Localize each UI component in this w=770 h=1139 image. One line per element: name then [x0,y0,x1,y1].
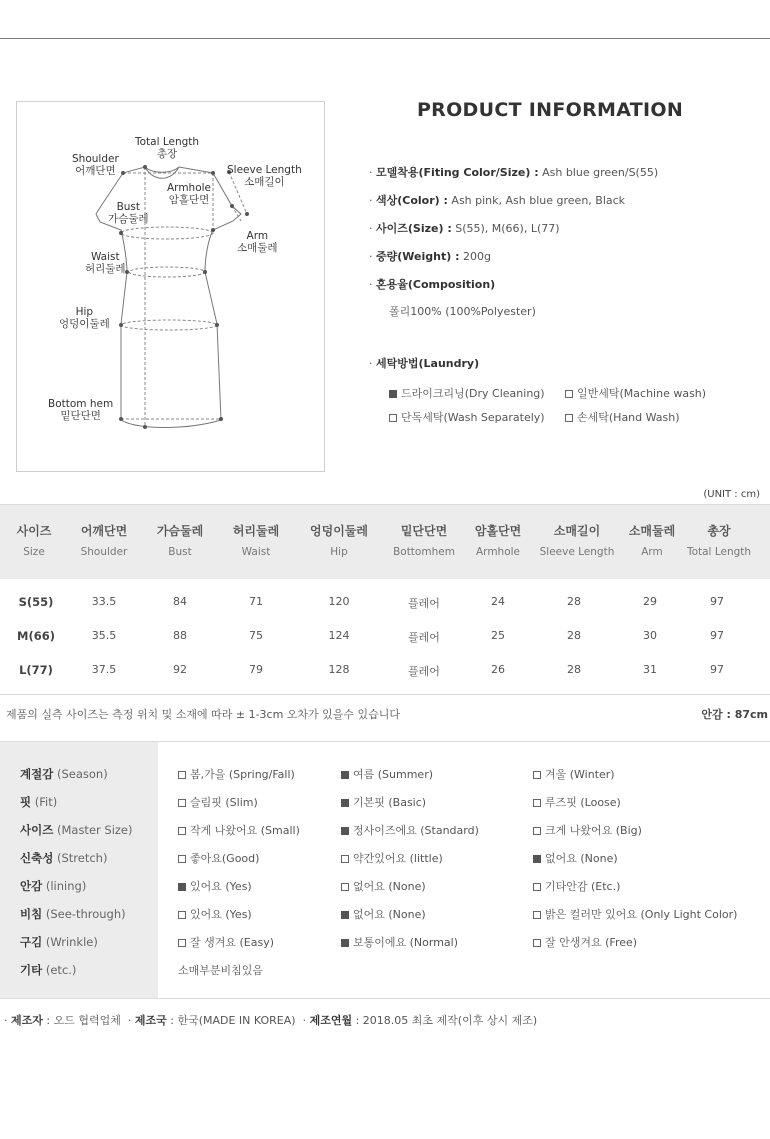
laundry-dry-cleaning: 드라이크리닝(Dry Cleaning) [389,385,545,401]
option-see-through-light: 밝은 컬러만 있어요 (Only Light Color) [533,906,737,922]
table-cell: 88 [173,629,187,642]
size-note: 제품의 실측 사이즈는 측정 위치 및 소재에 따라 ± 1-3cm 오차가 있을수 있습니다 [6,708,401,721]
checkbox-icon [533,939,541,947]
info-row-fitting: · 모델착용(Fiting Color/Size) : Ash blue green/S(55) [369,166,659,179]
option-winter: 겨울 (Winter) [533,766,615,782]
col-header-bust: 가슴둘레 Bust [156,524,204,558]
option-wrinkle-easy: 잘 생겨요 (Easy) [178,934,274,950]
option-stretch-none: 없어요 (None) [533,850,618,866]
composition-value: 폴리100% (100%Polyester) [389,305,536,318]
top-divider [0,38,770,39]
checkbox-icon [533,827,541,835]
table-cell: S(55) [18,595,54,609]
option-slim: 슬림핏 (Slim) [178,794,258,810]
option-stretch-good: 좋아요(Good) [178,850,259,866]
col-header-sleeve-length: 소매길이 Sleeve Length [539,524,615,558]
attr-label-etc: 기타 (etc.) [20,963,77,977]
attr-label-master-size: 사이즈 (Master Size) [20,823,133,837]
col-header-armhole: 암홀단면 Armhole [474,524,522,558]
table-cell: 플레어 [408,665,440,678]
col-header-size: 사이즈 Size [16,524,52,558]
option-loose: 루즈핏 (Loose) [533,794,621,810]
checkbox-icon [565,414,573,422]
option-see-through-none: 없어요 (None) [341,906,426,922]
checkbox-checked-icon [178,883,186,891]
table-cell: 124 [328,629,350,642]
table-cell: 92 [173,663,187,676]
col-header-arm: 소매둘레 Arm [628,524,676,558]
attr-label-fit: 핏 (Fit) [20,795,58,809]
table-cell: 97 [710,595,724,608]
option-small: 작게 나왔어요 (Small) [178,822,300,838]
checkbox-checked-icon [533,855,541,863]
table-cell: 25 [491,629,505,642]
col-header-bottomhem: 밑단단면 Bottomhem [393,524,455,558]
table-cell: 84 [173,595,187,608]
checkbox-icon [178,771,186,779]
col-header-shoulder: 어깨단면 Shoulder [80,524,128,558]
label-bottom-hem: Bottom hem 밑단단면 [48,398,114,422]
table-cell: 75 [249,629,263,642]
table-cell: L(77) [19,663,53,677]
table-cell: 28 [567,629,581,642]
table-cell: 97 [710,629,724,642]
label-total-length: Total Length 총장 [135,136,200,160]
checkbox-icon [341,883,349,891]
label-arm: Arm 소매둘레 [237,230,278,254]
table-cell: 71 [249,595,263,608]
lining-length: 안감 : 87cm [701,708,768,721]
info-row-weight: · 중량(Weight) : 200g [369,250,491,263]
option-wrinkle-normal: 보통이에요 (Normal) [341,934,458,950]
option-summer: 여름 (Summer) [341,766,433,782]
table-cell: 30 [643,629,657,642]
table-cell: M(66) [17,629,55,643]
table-cell: 28 [567,663,581,676]
table-cell: 37.5 [91,663,117,676]
checkbox-checked-icon [341,771,349,779]
checkbox-icon [178,799,186,807]
checkbox-icon [533,911,541,919]
option-spring-fall: 봄,가을 (Spring/Fall) [178,766,295,782]
checkbox-checked-icon [341,799,349,807]
etc-note: 소매부분비침있음 [178,964,264,977]
option-lining-etc: 기타안감 (Etc.) [533,878,620,894]
label-waist: Waist 허리둘레 [85,251,126,275]
attr-label-wrinkle: 구김 (Wrinkle) [20,935,98,949]
info-row-size: · 사이즈(Size) : S(55), M(66), L(77) [369,222,560,235]
checkbox-icon [533,883,541,891]
label-sleeve-length: Sleeve Length 소매길이 [227,164,302,188]
checkbox-icon [178,827,186,835]
checkbox-icon [341,855,349,863]
table-cell: 35.5 [91,629,117,642]
checkbox-icon [178,939,186,947]
table-cell: 33.5 [91,595,117,608]
attr-label-lining: 안감 (lining) [20,879,87,893]
attr-label-season: 계절감 (Season) [20,767,108,781]
checkbox-checked-icon [389,390,397,398]
checkbox-icon [178,855,186,863]
laundry-machine-wash: 일반세탁(Machine wash) [565,385,706,401]
checkbox-icon [533,771,541,779]
table-cell: 120 [328,595,350,608]
table-cell: 28 [567,595,581,608]
table-cell: 97 [710,663,724,676]
option-see-through-yes: 있어요 (Yes) [178,906,252,922]
checkbox-icon [565,390,573,398]
option-lining-yes: 있어요 (Yes) [178,878,252,894]
col-header-waist: 허리둘레 Waist [232,524,280,558]
laundry-hand-wash: 손세탁(Hand Wash) [565,409,680,425]
checkbox-icon [389,414,397,422]
label-bust: Bust 가슴둘레 [108,201,149,225]
label-shoulder: Shoulder 어깨단면 [72,153,119,177]
col-header-total-length: 총장 Total Length [686,524,752,558]
laundry-wash-separately: 단독세탁(Wash Separately) [389,409,545,425]
table-cell: 31 [643,663,657,676]
table-cell: 플레어 [408,597,440,610]
table-cell: 128 [328,663,350,676]
label-armhole: Armhole 암홀단면 [167,182,211,206]
info-row-composition: · 혼용율(Composition) [369,278,496,291]
manufacturer-info: · 제조자 : 오드 협력업체 · 제조국 : 한국(MADE IN KOREA) · 제조연월 : 2018.05 최초 제작(이후 상시 제조) [4,1014,538,1027]
label-hip: Hip 엉덩이둘레 [59,306,110,330]
laundry-label: · 세탁방법(Laundry) [369,357,480,370]
checkbox-checked-icon [341,911,349,919]
table-cell: 79 [249,663,263,676]
option-stretch-little: 약간있어요 (little) [341,850,443,866]
measurement-diagram [16,101,325,472]
option-standard: 정사이즈에요 (Standard) [341,822,479,838]
checkbox-icon [178,911,186,919]
table-cell: 29 [643,595,657,608]
attr-label-stretch: 신축성 (Stretch) [20,851,108,865]
checkbox-icon [533,799,541,807]
option-basic: 기본핏 (Basic) [341,794,426,810]
unit-label: (UNIT : cm) [703,489,760,500]
size-table-bottom-border [0,694,770,695]
attributes-divider [0,998,770,999]
info-row-color: · 색상(Color) : Ash pink, Ash blue green, Black [369,194,626,207]
checkbox-checked-icon [341,939,349,947]
checkbox-checked-icon [341,827,349,835]
option-lining-none: 없어요 (None) [341,878,426,894]
col-header-hip: 엉덩이둘레 Hip [310,524,368,558]
option-wrinkle-free: 잘 안생겨요 (Free) [533,934,637,950]
table-cell: 26 [491,663,505,676]
table-cell: 플레어 [408,631,440,644]
option-big: 크게 나왔어요 (Big) [533,822,642,838]
table-cell: 24 [491,595,505,608]
attr-label-see-through: 비침 (See-through) [20,907,126,921]
product-info-title: PRODUCT INFORMATION [416,99,684,121]
